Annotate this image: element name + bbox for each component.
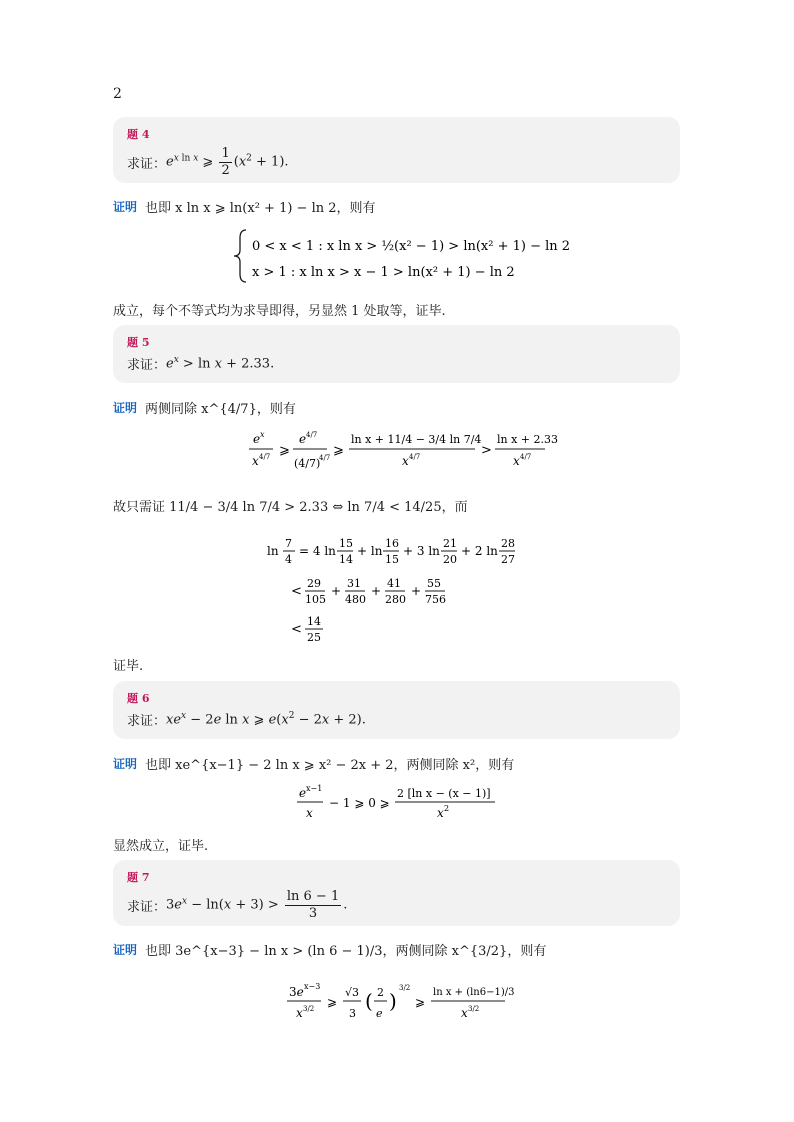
statement-formula: $3e^x - \ln(x + 3)$ > $\frac{\ln 6 - 1}{3}$ . (166, 889, 348, 921)
proof-4-intro (113, 197, 376, 216)
svg-text:>: > (480, 443, 492, 458)
svg-text:+ 3 ln: + 3 ln (402, 544, 440, 558)
svg-text:+: + (370, 584, 381, 598)
proof-label: 证明 (113, 943, 138, 957)
proof-4-conclusion: 成立，每个不等式均为求导即得，另显然 1 处取等，证毕. (113, 304, 446, 319)
svg-text:3/2: 3/2 (398, 984, 410, 992)
proof-label: 证明 (113, 401, 138, 415)
svg-text:2 [ln x − (x − 1)]: 2 [ln x − (x − 1)] (396, 787, 491, 800)
svg-text:4/7: 4/7 (408, 453, 420, 461)
svg-text:x: x (259, 430, 265, 439)
svg-text:27: 27 (500, 553, 515, 566)
problem-box-4 (113, 117, 680, 183)
proof-6-intro (113, 754, 514, 773)
svg-text:x−1: x−1 (305, 784, 322, 793)
svg-text:e: e (298, 432, 306, 446)
svg-text:4/7: 4/7 (305, 431, 317, 439)
division-formula (297, 783, 497, 825)
svg-text:+: + (330, 584, 341, 598)
svg-text:ln x + 11/4 − 3/4 ln 7/4: ln x + 11/4 − 3/4 ln 7/4 (350, 433, 481, 446)
inequality-chain (247, 425, 558, 477)
svg-text:29: 29 (306, 577, 321, 590)
proof-6-formula (113, 783, 680, 825)
svg-text:e: e (298, 786, 306, 800)
proof-intro-text: 也即 3e^{x−3} − ln x > (ln 6 − 1)/3，两侧同除 x^{3/2}，则有 (145, 944, 547, 959)
svg-text:15: 15 (384, 553, 399, 566)
svg-text:⩾: ⩾ (278, 443, 290, 458)
svg-text:55: 55 (426, 577, 441, 590)
problem-statement (127, 146, 666, 178)
svg-text:15: 15 (338, 537, 353, 550)
problem-box-6 (113, 681, 680, 739)
svg-text:x−3: x−3 (303, 982, 320, 991)
svg-text:x: x (401, 454, 409, 468)
svg-text:16: 16 (384, 537, 399, 550)
svg-text:28: 28 (500, 537, 515, 550)
svg-text:3/2: 3/2 (467, 1005, 479, 1013)
svg-text:x: x (512, 454, 520, 468)
ln-estimate-formula (267, 535, 527, 645)
svg-text:e: e (252, 432, 260, 446)
svg-text:3: 3 (348, 1007, 356, 1020)
svg-text:41: 41 (386, 577, 401, 590)
problem-statement (127, 354, 666, 373)
svg-text:4/7: 4/7 (318, 454, 330, 462)
svg-text:480: 480 (344, 593, 366, 606)
problem-title: 题 6 (127, 692, 150, 705)
proof-intro-text: 也即 xe^{x−1} − 2 ln x ⩾ x² − 2x + 2，两侧同除 x²，则有 (145, 758, 515, 773)
svg-text:(: ( (364, 989, 373, 1013)
proof-7-intro (113, 940, 546, 959)
case-1: 0 < x < 1 : x ln x > ½(x² − 1) > ln(x² + 1) − ln 2 (251, 239, 570, 254)
svg-text:x: x (460, 1006, 468, 1020)
proof-label: 证明 (113, 200, 138, 214)
svg-text:2: 2 (443, 804, 449, 813)
svg-text:√3: √3 (344, 986, 359, 999)
svg-text:ln x + (ln6−1)/3: ln x + (ln6−1)/3 (432, 987, 514, 998)
svg-text:21: 21 (442, 537, 457, 550)
svg-text:4/7: 4/7 (258, 453, 270, 461)
exp-bound-formula (287, 980, 514, 1024)
statement-prefix: 求证： (127, 899, 167, 915)
svg-text:+ 2 ln: + 2 ln (460, 544, 498, 558)
svg-text:⩾: ⩾ (414, 995, 425, 1009)
proof-label: 证明 (113, 757, 138, 771)
statement-prefix: 求证： (127, 156, 167, 172)
cases-formula (232, 226, 570, 286)
problem-title: 题 4 (127, 128, 150, 141)
svg-text:<: < (290, 622, 302, 637)
problem-box-7 (113, 860, 680, 926)
proof-5-chain (113, 425, 680, 477)
svg-text:2: 2 (376, 986, 384, 999)
svg-text:− 1 ⩾ 0 ⩾: − 1 ⩾ 0 ⩾ (328, 796, 390, 810)
case-2: x > 1 : x ln x > x − 1 > ln(x² + 1) − ln 2 (251, 265, 515, 280)
problem-statement (127, 889, 666, 921)
svg-text:14: 14 (338, 553, 353, 566)
svg-text:⩾: ⩾ (332, 443, 344, 458)
statement-formula: $e^{x ln x}$ ⩾ $\frac{1}{2}$ $(x^2 + 1)$. (166, 146, 289, 178)
svg-text:x: x (436, 806, 444, 820)
page-number: 2 (113, 86, 122, 102)
svg-text:x: x (295, 1006, 303, 1020)
svg-text:4/7: 4/7 (519, 453, 531, 461)
problem-title: 题 7 (127, 871, 150, 884)
svg-text:3e: 3e (288, 985, 304, 999)
proof-4-cases (113, 226, 680, 286)
proof-5-need: 故只需证 11/4 − 3/4 ln 7/4 > 2.33 ⇔ ln 7/4 < 14/25，而 (113, 500, 468, 515)
proof-intro-text: 两侧同除 x^{4/7}，则有 (145, 402, 296, 417)
proof-intro-text: 也即 x ln x ⩾ ln(x² + 1) − ln 2，则有 (145, 201, 376, 216)
svg-text:(4/7): (4/7) (293, 457, 320, 470)
svg-text:25: 25 (306, 631, 321, 644)
proof-6-end: 显然成立，证毕. (113, 839, 209, 854)
svg-text:<: < (290, 584, 302, 599)
svg-text:20: 20 (442, 553, 457, 566)
svg-text:x: x (305, 806, 313, 820)
svg-text:⩾: ⩾ (326, 995, 337, 1009)
proof-7-formula (113, 980, 680, 1024)
svg-text:756: 756 (424, 593, 446, 606)
proof-5-estimate (113, 535, 680, 645)
svg-text:+ ln: + ln (356, 544, 382, 558)
svg-text:): ) (388, 989, 397, 1013)
svg-text:14: 14 (306, 615, 321, 628)
svg-text:3/2: 3/2 (302, 1005, 314, 1013)
svg-text:= 4 ln: = 4 ln (298, 544, 336, 558)
problem-statement (127, 710, 666, 729)
svg-text:ln: ln (266, 544, 279, 558)
proof-5-intro (113, 398, 296, 417)
svg-text:+: + (410, 584, 421, 598)
svg-text:7: 7 (284, 537, 292, 550)
svg-text:31: 31 (346, 577, 361, 590)
statement-formula: $e^x > \ln x + 2.33$. (166, 355, 275, 372)
svg-text:105: 105 (304, 593, 326, 606)
statement-prefix: 求证： (127, 358, 167, 373)
proof-5-end: 证毕. (113, 659, 144, 674)
statement-formula: $xe^x - 2e$ ln x ⩾ $e(x^2 - 2x + 2)$. (166, 711, 366, 728)
svg-text:4: 4 (284, 553, 292, 566)
statement-prefix: 求证： (127, 714, 167, 729)
svg-text:e: e (375, 1007, 383, 1020)
svg-text:x: x (251, 454, 259, 468)
svg-text:ln x + 2.33: ln x + 2.33 (496, 433, 558, 446)
problem-title: 题 5 (127, 336, 150, 349)
problem-box-5 (113, 325, 680, 383)
svg-text:280: 280 (384, 593, 406, 606)
